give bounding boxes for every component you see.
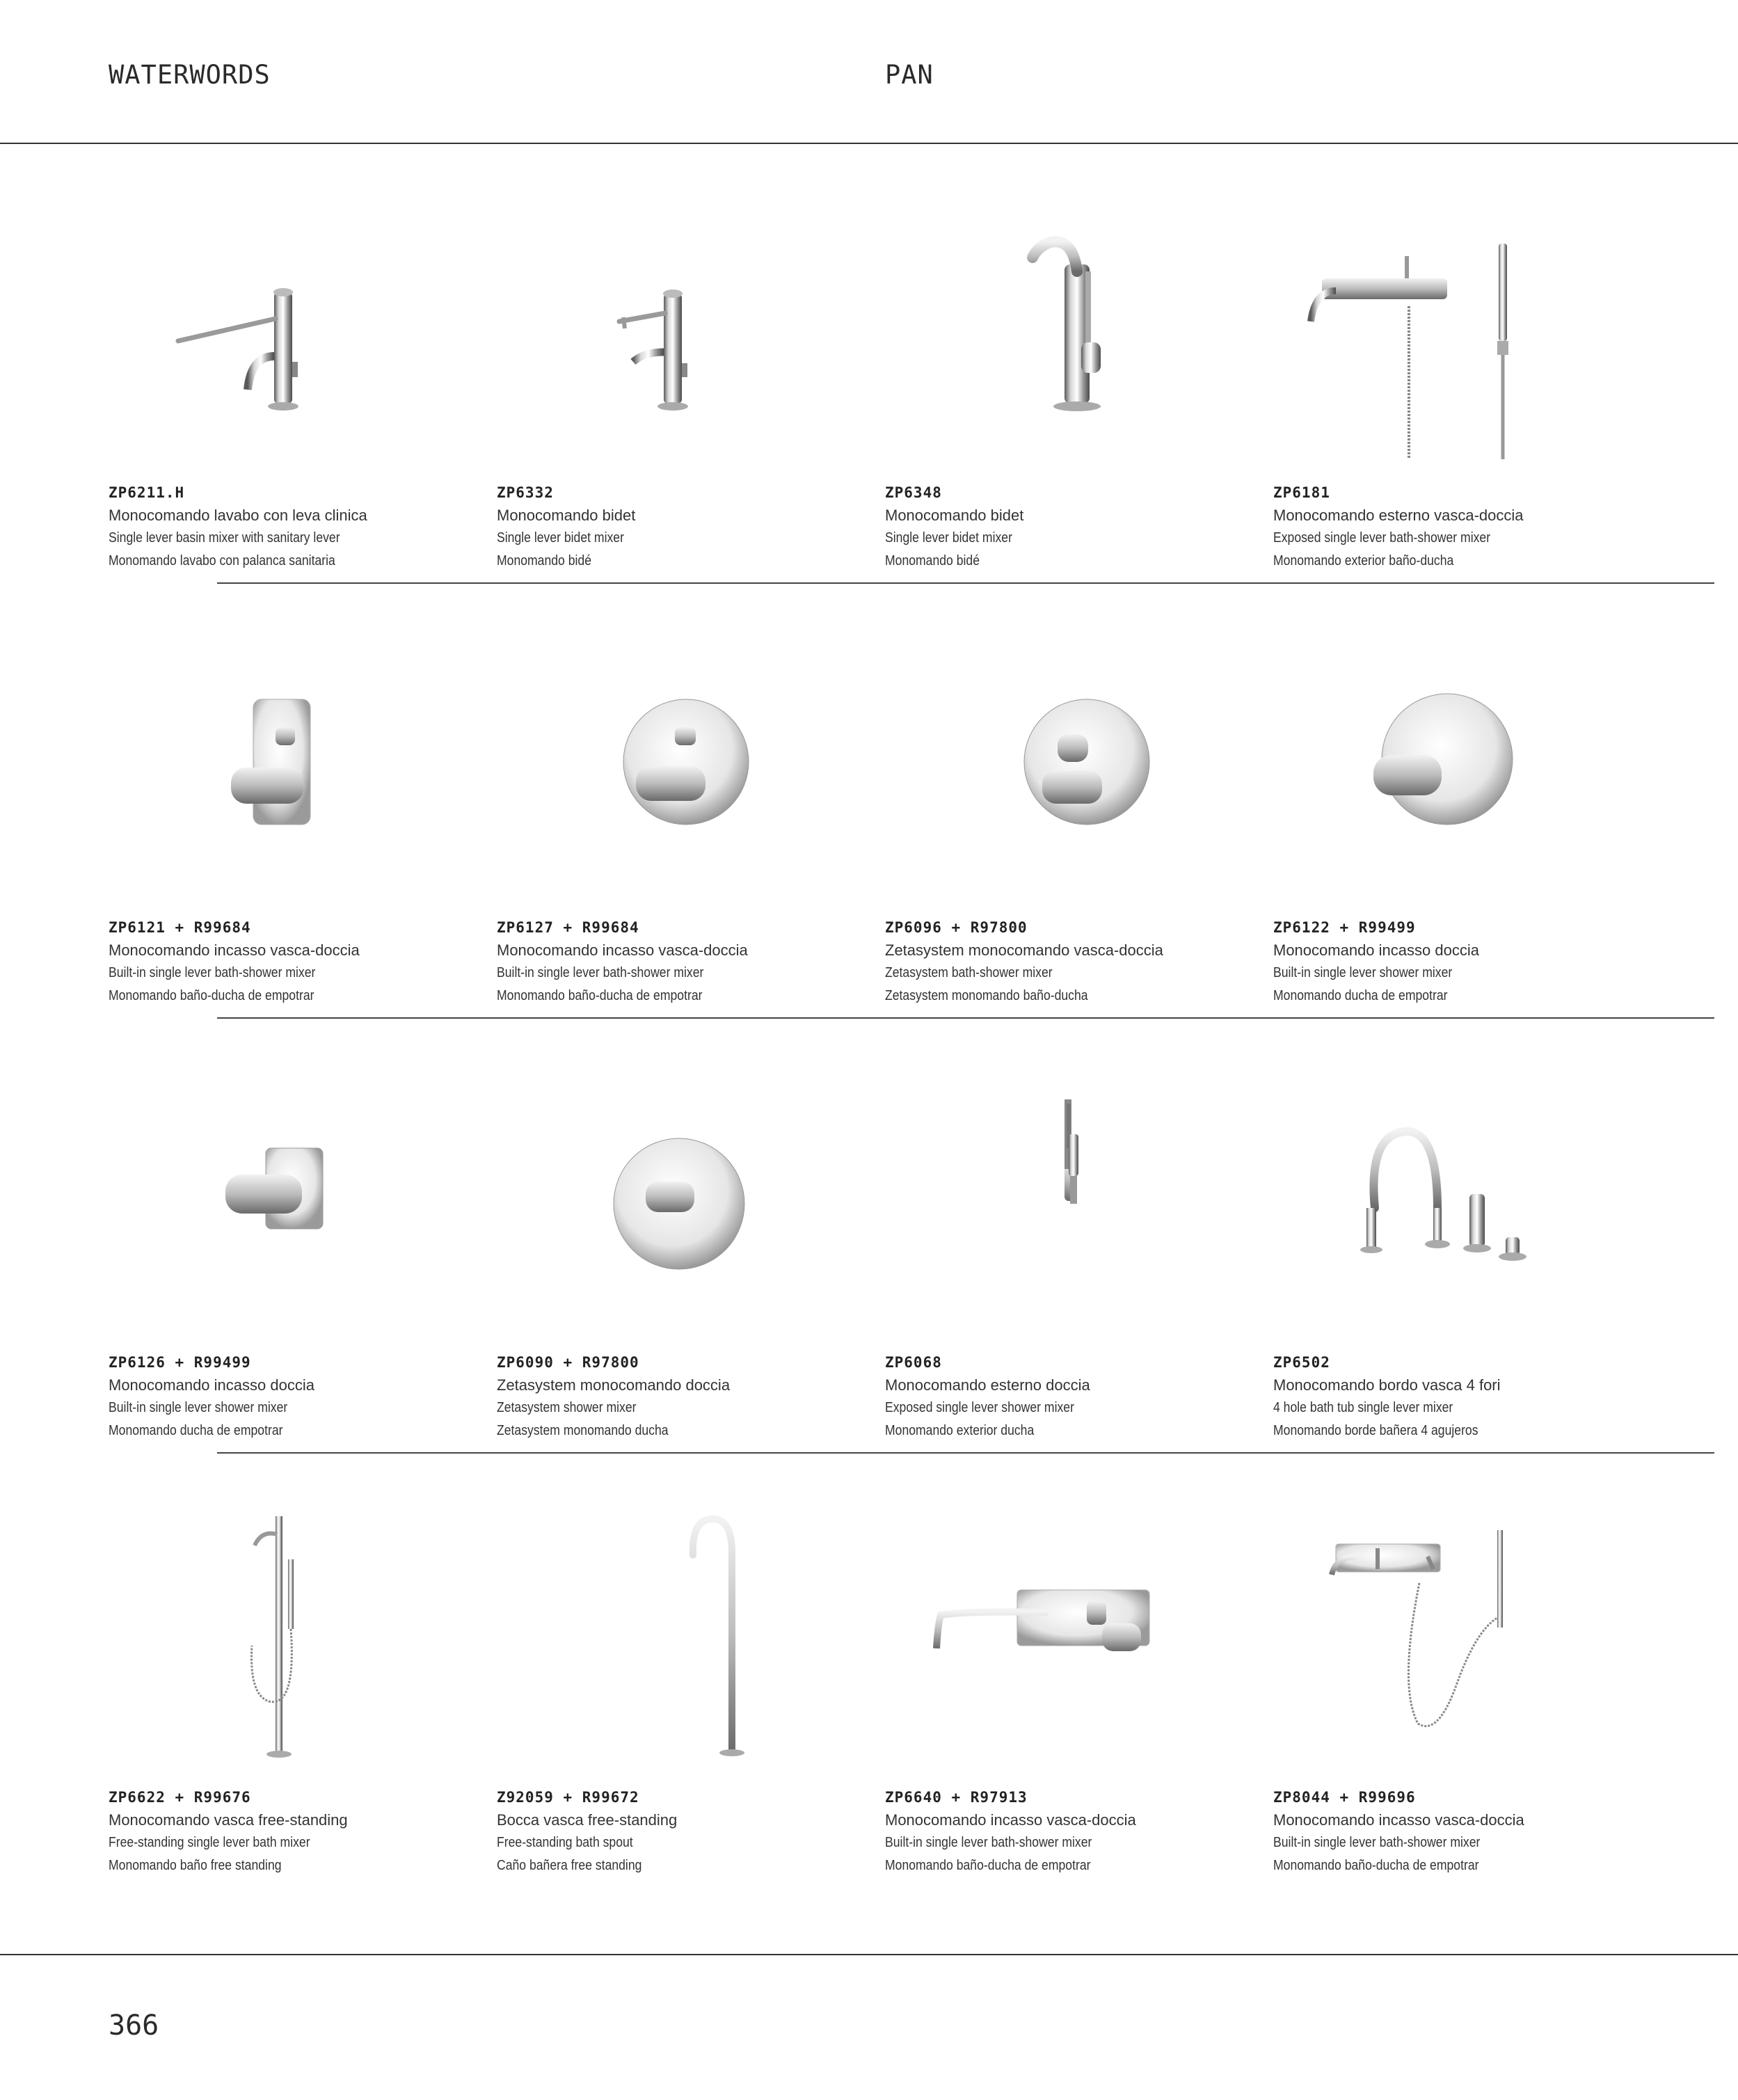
product-card: [885, 1479, 1273, 1914]
product-code: ZP6348: [885, 484, 942, 501]
zetasystem-mixer-round-plate-icon: [885, 609, 1273, 915]
product-name-es: Monomando exterior ducha: [885, 1423, 1035, 1438]
product-name-es: Monomando bidé: [497, 553, 592, 568]
bidet-mixer-icon: [497, 174, 885, 480]
four-hole-bath-mixer-icon: [1273, 1044, 1661, 1350]
product-row: [109, 1479, 1661, 1914]
product-name-es: Monomando baño free standing: [109, 1858, 282, 1873]
product-code: ZP8044 + R99696: [1273, 1789, 1416, 1806]
product-card: [497, 174, 885, 609]
zetasystem-shower-mixer-icon: [497, 1044, 885, 1350]
basin-mixer-long-lever-icon: [109, 174, 497, 480]
product-code: ZP6090 + R97800: [497, 1354, 639, 1371]
product-card: [885, 1044, 1273, 1479]
product-name-es: Zetasystem monomando ducha: [497, 1423, 669, 1438]
brand-title: WATERWORDS: [109, 60, 271, 90]
product-name-it: Monocomando lavabo con leva clinica: [109, 507, 367, 524]
product-name-en: Built-in single lever bath-shower mixer: [1273, 1835, 1481, 1850]
built-in-mixer-rect-plate-icon: [109, 609, 497, 915]
product-name-es: Monomando baño-ducha de empotrar: [1273, 1858, 1479, 1873]
product-card: [109, 1044, 497, 1479]
row-divider: [217, 582, 1714, 584]
product-name-es: Monomando lavabo con palanca sanitaria: [109, 553, 335, 568]
product-name-it: Zetasystem monocomando doccia: [497, 1376, 731, 1394]
built-in-mixer-round-plate-icon: [497, 609, 885, 915]
product-name-en: Free-standing bath spout: [497, 1835, 633, 1850]
product-code: ZP6122 + R99499: [1273, 919, 1416, 936]
product-name-en: Built-in single lever shower mixer: [109, 1400, 288, 1415]
product-row: [109, 174, 1661, 609]
product-name-it: Monocomando esterno doccia: [885, 1376, 1090, 1394]
product-code: ZP6127 + R99684: [497, 919, 639, 936]
product-row: [109, 609, 1661, 1044]
product-code: ZP6126 + R99499: [109, 1354, 251, 1371]
product-name-it: Monocomando bidet: [497, 507, 636, 524]
wall-mounted-bath-mixer-icon: [885, 1479, 1273, 1785]
product-card: [497, 609, 885, 1044]
product-card: [885, 174, 1273, 609]
product-name-en: Single lever basin mixer with sanitary lever: [109, 530, 340, 546]
product-name-it: Monocomando esterno vasca-doccia: [1273, 507, 1524, 524]
row-divider: [217, 1452, 1714, 1454]
product-name-es: Monomando exterior baño-ducha: [1273, 553, 1454, 568]
product-name-en: Zetasystem bath-shower mixer: [885, 965, 1053, 980]
product-name-es: Monomando baño-ducha de empotrar: [885, 1858, 1091, 1873]
free-standing-spout-icon: [497, 1479, 885, 1785]
product-name-it: Monocomando incasso vasca-doccia: [497, 941, 748, 959]
product-card: [109, 609, 497, 1044]
product-card: [885, 609, 1273, 1044]
product-code: ZP6622 + R99676: [109, 1789, 251, 1806]
wall-bath-shower-set-icon: [1273, 1479, 1661, 1785]
product-name-en: Built-in single lever bath-shower mixer: [885, 1835, 1092, 1850]
product-code: ZP6068: [885, 1354, 942, 1371]
product-code: ZP6121 + R99684: [109, 919, 251, 936]
product-card: [497, 1044, 885, 1479]
row-divider: [217, 1017, 1714, 1019]
product-name-it: Monocomando incasso vasca-doccia: [885, 1811, 1136, 1829]
product-card: [497, 1479, 885, 1914]
product-code: ZP6332: [497, 484, 554, 501]
footer-divider: [0, 1954, 1738, 1955]
product-card: [1273, 1044, 1661, 1479]
built-in-shower-mixer-square-plate-icon: [109, 1044, 497, 1350]
exposed-bath-shower-mixer-icon: [1273, 174, 1661, 480]
product-code: ZP6640 + R97913: [885, 1789, 1028, 1806]
product-name-es: Monomando baño-ducha de empotrar: [109, 988, 314, 1003]
exposed-shower-mixer-icon: [885, 1044, 1273, 1350]
product-code: ZP6211.H: [109, 484, 185, 501]
product-code: ZP6502: [1273, 1354, 1330, 1371]
product-name-it: Monocomando vasca free-standing: [109, 1811, 348, 1829]
product-name-es: Monomando ducha de empotrar: [109, 1423, 283, 1438]
product-card: [109, 174, 497, 609]
product-name-it: Monocomando bidet: [885, 507, 1024, 524]
free-standing-bath-mixer-icon: [109, 1479, 497, 1785]
product-name-it: Zetasystem monocomando vasca-doccia: [885, 941, 1163, 959]
product-name-en: Built-in single lever bath-shower mixer: [497, 965, 704, 980]
product-row: [109, 1044, 1661, 1479]
product-name-es: Caño bañera free standing: [497, 1858, 642, 1873]
product-name-en: Exposed single lever bath-shower mixer: [1273, 530, 1491, 546]
product-name-en: Single lever bidet mixer: [497, 530, 624, 546]
built-in-shower-mixer-round-plate-icon: [1273, 609, 1661, 915]
product-name-en: Single lever bidet mixer: [885, 530, 1012, 546]
product-name-es: Monomando bidé: [885, 553, 980, 568]
product-code: Z92059 + R99672: [497, 1789, 639, 1806]
product-name-en: Zetasystem shower mixer: [497, 1400, 637, 1415]
product-name-en: Built-in single lever shower mixer: [1273, 965, 1453, 980]
product-name-en: Exposed single lever shower mixer: [885, 1400, 1074, 1415]
product-name-es: Zetasystem monomando baño-ducha: [885, 988, 1088, 1003]
product-name-it: Monocomando bordo vasca 4 fori: [1273, 1376, 1501, 1394]
product-name-es: Monomando borde bañera 4 agujeros: [1273, 1423, 1478, 1438]
product-card: [1273, 174, 1661, 609]
product-name-en: Built-in single lever bath-shower mixer: [109, 965, 316, 980]
header-divider: [0, 143, 1738, 144]
product-name-it: Monocomando incasso vasca-doccia: [1273, 1811, 1524, 1829]
product-card: [1273, 609, 1661, 1044]
bidet-mixer-swivel-icon: [885, 174, 1273, 480]
product-name-it: Monocomando incasso doccia: [109, 1376, 314, 1394]
page-number: 366: [109, 2010, 159, 2042]
product-card: [109, 1479, 497, 1914]
collection-title: PAN: [885, 60, 934, 90]
product-code: ZP6181: [1273, 484, 1330, 501]
product-name-it: Bocca vasca free-standing: [497, 1811, 678, 1829]
product-name-it: Monocomando incasso doccia: [1273, 941, 1479, 959]
product-code: ZP6096 + R97800: [885, 919, 1028, 936]
product-name-it: Monocomando incasso vasca-doccia: [109, 941, 360, 959]
product-name-en: Free-standing single lever bath mixer: [109, 1835, 310, 1850]
product-name-en: 4 hole bath tub single lever mixer: [1273, 1400, 1453, 1415]
product-card: [1273, 1479, 1661, 1914]
product-name-es: Monomando baño-ducha de empotrar: [497, 988, 703, 1003]
product-name-es: Monomando ducha de empotrar: [1273, 988, 1448, 1003]
